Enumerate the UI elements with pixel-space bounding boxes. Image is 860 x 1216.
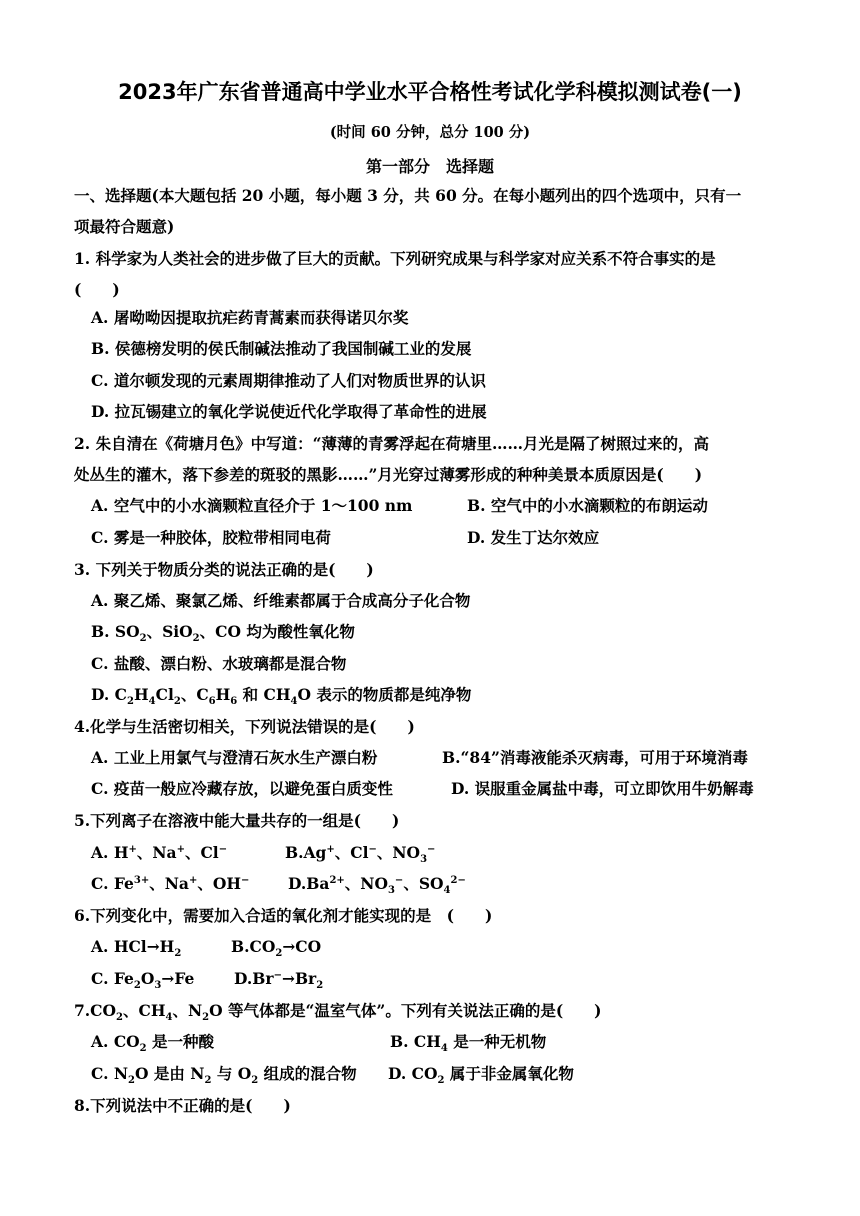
question-6-option-b: $B.CO_2\to CO$ — [231, 937, 322, 960]
question-7-option-b: B. $CH_4$ 是一种无机物 — [390, 1032, 547, 1055]
question-4-options-row-1 — [91, 748, 748, 768]
instructions-line-2: 项最符合题意) — [74, 217, 175, 236]
question-1-option-c: C. 道尔顿发现的元素周期律推动了人们对物质世界的认识 — [91, 371, 486, 390]
question-1-option-d: D. 拉瓦锡建立的氧化学说使近代化学取得了革命性的进展 — [91, 402, 487, 421]
question-5-options-row-2 — [91, 874, 466, 897]
question-4-option-c: C. 疫苗一般应冷藏存放，以避免蛋白质变性 — [91, 779, 393, 798]
question-5-option-d: $D.Ba^{2+}$、$NO_3^-$、$SO_4^{2-}$ — [288, 874, 466, 897]
section-heading: 第一部分 选择题 — [365, 157, 494, 176]
question-5-option-a: A. H+、Na+、Cl− — [91, 843, 228, 862]
question-7-stem: $7.CO_2$、$CH_4$、$N_2O$ 等气体都是“温室气体”。下列有关说法正确的是( ) — [74, 1001, 602, 1024]
exam-duration-note: (时间 60 分钟，总分 100 分) — [329, 124, 531, 141]
question-6-option-d: $D.Br^-\to Br_2$ — [234, 969, 324, 992]
question-3-option-b: B. $SO_2$、SiO$_2$、CO 均为酸性氧化物 — [91, 622, 355, 645]
question-1-stem: 1. 科学家为人类社会的进步做了巨大的贡献。下列研究成果与科学家对应关系不符合事实的是 — [74, 249, 716, 268]
question-6-stem: 6.下列变化中，需要加入合适的氧化剂才能实现的是 ( ) — [74, 906, 493, 925]
question-2-option-a: A. 空气中的小水滴颗粒直径介于 1～100 nm — [91, 496, 413, 515]
question-3-option-c: C. 盐酸、漂白粉、水玻璃都是混合物 — [91, 654, 347, 673]
question-8-stem: 8.下列说法中不正确的是( ) — [74, 1096, 291, 1115]
question-3-stem: 3. 下列关于物质分类的说法正确的是( ) — [74, 560, 374, 579]
question-6-option-a: A. $HCl\to H_2$ — [91, 937, 182, 960]
question-5-option-c: C. $Fe^{3+}$、Na+、OH− — [91, 874, 250, 893]
question-4-option-b: B.“84”消毒液能杀灭病毒，可用于环境消毒 — [442, 748, 748, 767]
question-2-options-row-1 — [91, 496, 708, 516]
question-1-option-b: B. 侯德榜发明的侯氏制碱法推动了我国制碱工业的发展 — [91, 339, 472, 358]
question-5-options-row-1 — [91, 843, 436, 866]
instructions-line-1: 一、选择题(本大题包括 20 小题，每小题 3 分，共 60 分。在每小题列出的四个选项中，只有一 — [74, 186, 742, 205]
page-title: 2023年广东省普通高中学业水平合格性考试化学科模拟测试卷(一) — [118, 80, 742, 104]
question-2-option-b: B. 空气中的小水滴颗粒的布朗运动 — [467, 496, 708, 515]
question-7-options-row-2 — [91, 1064, 574, 1087]
question-6-options-row-2 — [91, 969, 324, 992]
question-5-option-b: B.Ag+、Cl−、$NO_3^-$ — [285, 843, 436, 866]
question-7-option-d: D. $CO_2$ 属于非金属氧化物 — [388, 1064, 574, 1087]
question-7-options-row-1 — [91, 1032, 547, 1055]
question-5-stem: 5.下列离子在溶液中能大量共存的一组是( ) — [74, 811, 400, 830]
question-2-option-d: D. 发生丁达尔效应 — [467, 528, 600, 547]
question-6-option-c: C. $Fe_2O_3\to Fe$ — [91, 969, 195, 992]
question-4-option-d: D. 误服重金属盐中毒，可立即饮用牛奶解毒 — [451, 779, 754, 798]
question-2-option-c: C. 雾是一种胶体，胶粒带相同电荷 — [91, 528, 331, 547]
question-4-stem: 4.化学与生活密切相关，下列说法错误的是( ) — [74, 717, 415, 736]
question-1-stem-cont: ( ) — [74, 280, 120, 299]
question-1-option-a: A. 屠呦呦因提取抗疟药青蒿素而获得诺贝尔奖 — [91, 308, 409, 327]
question-7-option-c: C. $N_2O$ 是由 $N_2$ 与 $O_2$ 组成的混合物 — [91, 1064, 357, 1087]
question-2-stem-cont: 处丛生的灌木，落下参差的斑驳的黑影……”月光穿过薄雾形成的种种美景本质原因是( ) — [74, 465, 703, 484]
question-3-option-d: D. $C_2H_4Cl_2$、$C_6H_6$ 和 $CH_4O$ 表示的物质都是纯净物 — [91, 685, 472, 708]
question-3-option-a: A. 聚乙烯、聚氯乙烯、纤维素都属于合成高分子化合物 — [91, 591, 471, 610]
question-2-options-row-2 — [91, 528, 600, 548]
question-4-options-row-2 — [91, 779, 754, 799]
question-4-option-a: A. 工业上用氯气与澄清石灰水生产漂白粉 — [91, 748, 378, 767]
question-7-option-a: A. $CO_2$ 是一种酸 — [91, 1032, 215, 1055]
question-2-stem: 2. 朱自清在《荷塘月色》中写道：“薄薄的青雾浮起在荷塘里……月光是隔了树照过来的，高 — [74, 434, 709, 453]
question-6-options-row-1 — [91, 937, 322, 960]
